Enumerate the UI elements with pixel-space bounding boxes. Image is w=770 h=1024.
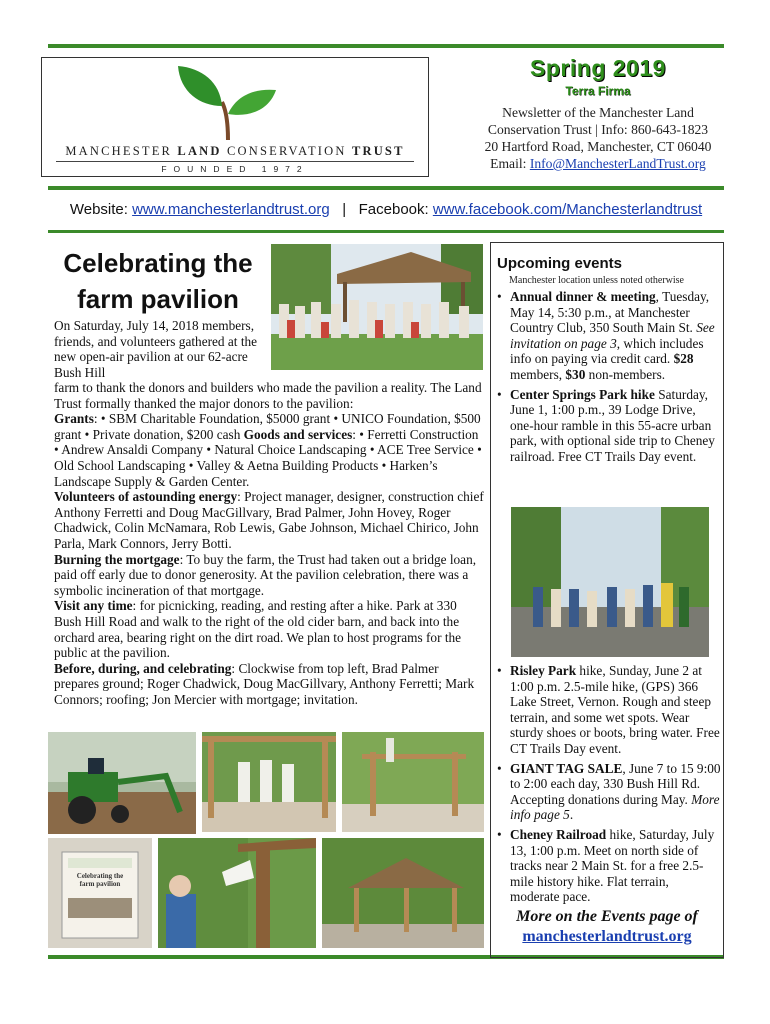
masthead (440, 55, 756, 172)
facebook-link[interactable]: www.facebook.com/Manchesterlandtrust (432, 201, 703, 218)
logo-name: MANCHESTER LAND CONSERVATION TRUST (65, 144, 405, 158)
event-item: • GIANT TAG SALE, June 7 to 15 9:00 to 2:00 each day, 330 Bush Hill Rd. Accepting donations during May. More info page 5. (497, 760, 721, 823)
hikers-photo (511, 507, 709, 657)
article-headline: Celebrating the farm pavilion (63, 248, 253, 314)
photo-tractor (48, 732, 196, 834)
photo-framing (342, 732, 484, 832)
events-page-link[interactable]: manchesterlandtrust.org (522, 928, 692, 945)
event-item: • Risley Park hike, Sunday, June 2 at 1:00 p.m. 2.5-mile hike, (GPS) 366 Lake Street, Vernon. Rough and steep terrain, and some wet spots. Wear sturdy shoes or boots, bring water. Free CT Trails Day event. (497, 663, 720, 756)
photo-three-men (202, 732, 336, 832)
logo (41, 57, 429, 177)
photo-mortgage (158, 838, 316, 948)
contact-info: Newsletter of the Manchester Land Conservation Trust | Info: 860-643-1823 20 Hartford Road, Manchester, CT 06040 Email: Info@ManchesterLandTrust.org (484, 105, 712, 171)
photo-pavilion (322, 838, 484, 948)
events-list-bottom (497, 663, 721, 909)
logo-founded: FOUNDED 1972 (161, 164, 309, 174)
newsletter-name: Terra Firma (565, 84, 631, 98)
article-intro: On Saturday, July 14, 2018 members, friends, and volunteers gathered at the new open-air pavilion at our 62-acre Bush Hill (54, 318, 258, 380)
events-note: Manchester location unless noted otherwise (509, 275, 684, 286)
links-rule (48, 230, 724, 233)
group-photo (271, 244, 483, 370)
event-item: • Center Springs Park hike Saturday, June 1, 1:00 p.m., 39 Lodge Drive, one-hour ramble in this 55-acre urban park, with optional side trip to Cheney railroad. Free CT Trails Day event. (497, 386, 715, 464)
web-links: Website: www.manchesterlandtrust.org | Facebook: www.facebook.com/Manchesterlandtrust (69, 201, 703, 218)
events-sidebar (490, 242, 724, 958)
email-link[interactable]: Info@ManchesterLandTrust.org (529, 156, 706, 171)
leaves-icon (172, 62, 282, 142)
top-rule (48, 44, 724, 48)
invitation-title: Celebrating the farm pavilion (76, 872, 124, 888)
events-list-top (497, 289, 721, 469)
photo-invitation (48, 838, 152, 948)
event-item: • Cheney Railroad hike, Saturday, July 13, 1:00 p.m. Meet on north side of tracks near 2 Main St. for a free 2.5-mile history hike. Flat terrain, moderate pace. (497, 826, 715, 905)
article-body: farm to thank the donors and builders who made the pavilion a reality. The Land Trust formally thanked the major donors to the pavilion: Grants: • SBM Charitable Foundation, $5000 grant • UNICO Foundation, $500 grant • Private donation, $200 cash Goods and services: • Ferretti Construction • Andrew Ansaldi Company • Natural Choice Landscaping • ACE Tree Service • Old School Landscaping • Valley & Aetna Building Products • Harken’s Landscape Supply & Garden Center. Volunteers of astounding energy: Project manager, designer, construction chief Anthony Ferretti and Doug MacGillvary, Brad Palmer, John Hovey, Roger Chadwick, Colin McNamara, Rob Lewis, Gabe Johnson, Michael Chirico, John Parla, Mark Connors, Jerry Botti. Burning the mortgage: To buy the farm, the Trust had taken out a bridge loan, paid off early due to donor generosity. At the pavilion celebration, there was a symbolic incineration of that mortgage. Visit any time: for picnicking, reading, and resting after a hike. Park at 330 Bush Hill Road and walk to the right of the old cider barn, and back into the orchard area, bearing right on the dirt road. We plan to host programs for the public at the pavilion. Before, during, and celebrating: Clockwise from top left, Brad Palmer prepares ground; Roger Chadwick, Doug MacGillvary, Anthony Ferretti; Mark Connors; roofing; Jon Mercier with mortgage; invitation. (54, 380, 484, 707)
issue-title: Spring 2019 (530, 55, 666, 81)
more-events: More on the Events page of manchesterlandtrust.org (516, 908, 698, 945)
website-link[interactable]: www.manchesterlandtrust.org (132, 201, 330, 218)
event-item: • Annual dinner & meeting, Tuesday, May 14, 5:30 p.m., at Manchester Country Club, 350 South Main St. See invitation on page 3, which includes info on paying via credit card. $28 members, $30 non-members. (497, 289, 715, 382)
events-title: Upcoming events (497, 255, 623, 272)
logo-divider (56, 161, 414, 162)
mid-rule (48, 186, 724, 190)
